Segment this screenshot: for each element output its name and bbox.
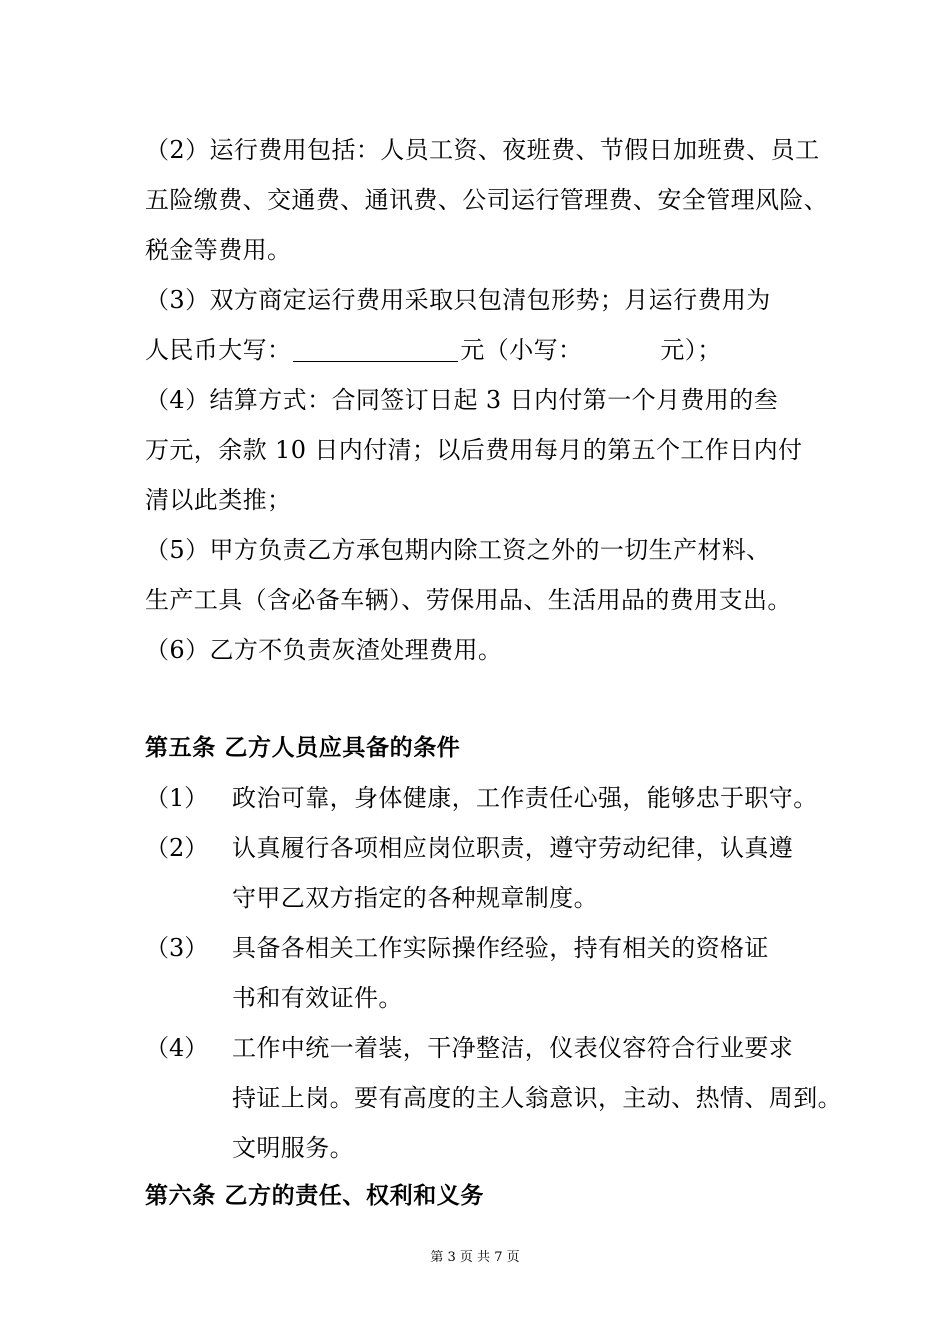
- clause5-item2-number: （2）: [145, 834, 209, 862]
- clause4-item4-line3: 清以此类推；: [145, 486, 292, 514]
- clause6-heading: 第六条 乙方的责任、权利和义务: [145, 1183, 485, 1209]
- clause5-item3-line1: 具备各相关工作实际操作经验，持有相关的资格证: [232, 934, 769, 962]
- clause4-item2-line1: （2）运行费用包括：人员工资、夜班费、节假日加班费、员工: [145, 136, 820, 164]
- clause4-item3-line2: [145, 338, 722, 362]
- clause4-item4-line1: （4）结算方式：合同签订日起 3 日内付第一个月费用的叁: [145, 386, 778, 414]
- amount-uppercase-blank: [293, 339, 458, 362]
- clause5-item2-line2: 守甲乙双方指定的各种规章制度。: [232, 884, 598, 912]
- amount-unit-close: 元）；: [660, 336, 722, 364]
- clause5-item1-number: （1）: [145, 784, 209, 812]
- clause5-item4-number: （4）: [145, 1034, 209, 1062]
- clause5-item4-line3: 文明服务。: [232, 1134, 354, 1162]
- clause5-item3-line2: 书和有效证件。: [232, 984, 403, 1012]
- amount-label-lowercase: 元（小写：: [460, 336, 583, 364]
- clause5-item4-line1: 工作中统一着装，干净整洁，仪表仪容符合行业要求: [232, 1034, 794, 1062]
- clause4-item2-line3: 税金等费用。: [145, 236, 292, 264]
- amount-label-uppercase: 人民币大写：: [145, 336, 292, 364]
- clause4-item2-line2: 五险缴费、交通费、通讯费、公司运行管理费、安全管理风险、: [145, 186, 829, 214]
- clause4-item5-line2: 生产工具（含必备车辆）、劳保用品、生活用品的费用支出。: [145, 586, 792, 614]
- clause5-item3-number: （3）: [145, 934, 209, 962]
- clause5-item1-line1: 政治可靠，身体健康，工作责任心强，能够忠于职守。: [232, 784, 818, 812]
- clause4-item5-line1: （5）甲方负责乙方承包期内除工资之外的一切生产材料、: [145, 536, 771, 564]
- clause4-item4-line2: 万元，余款 10 日内付清；以后费用每月的第五个工作日内付: [145, 436, 803, 464]
- clause4-item6-line1: （6）乙方不负责灰渣处理费用。: [145, 636, 503, 664]
- clause5-heading: 第五条 乙方人员应具备的条件: [145, 735, 461, 761]
- clause5-item4-line2: 持证上岗。要有高度的主人翁意识，主动、热情、周到。: [232, 1084, 842, 1112]
- clause4-item3-line1: （3）双方商定运行费用采取只包清包形势；月运行费用为: [145, 286, 771, 314]
- clause5-item2-line1: 认真履行各项相应岗位职责，遵守劳动纪律，认真遵: [232, 834, 794, 862]
- page-number-footer: 第 3 页 共 7 页: [430, 1250, 520, 1265]
